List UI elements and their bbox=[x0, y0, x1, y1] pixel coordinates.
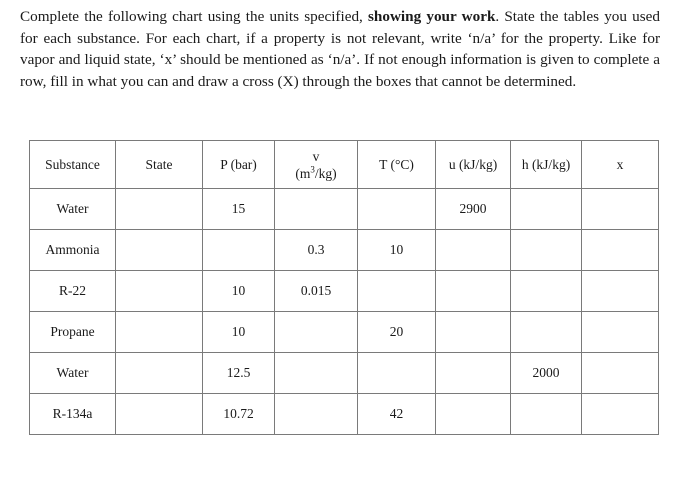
cell-state[interactable] bbox=[116, 189, 203, 230]
cell-pressure[interactable]: 12.5 bbox=[203, 353, 275, 394]
cell-internal-energy[interactable]: 2900 bbox=[436, 189, 511, 230]
table-row bbox=[30, 394, 659, 435]
cell-temperature[interactable] bbox=[358, 189, 436, 230]
header-temperature: T (°C) bbox=[358, 141, 436, 189]
cell-enthalpy[interactable] bbox=[511, 271, 582, 312]
cell-pressure[interactable]: 10 bbox=[203, 271, 275, 312]
header-enthalpy: h (kJ/kg) bbox=[511, 141, 582, 189]
header-row bbox=[30, 141, 659, 189]
cell-substance: R-22 bbox=[30, 271, 116, 312]
cell-state[interactable] bbox=[116, 394, 203, 435]
table-row bbox=[30, 312, 659, 353]
cell-specific-volume[interactable] bbox=[275, 353, 358, 394]
cell-temperature[interactable]: 10 bbox=[358, 230, 436, 271]
cell-substance: R-134a bbox=[30, 394, 116, 435]
cell-pressure[interactable] bbox=[203, 230, 275, 271]
cell-quality[interactable] bbox=[582, 230, 659, 271]
cell-state[interactable] bbox=[116, 230, 203, 271]
cell-enthalpy[interactable] bbox=[511, 394, 582, 435]
cell-pressure[interactable]: 10 bbox=[203, 312, 275, 353]
cell-quality[interactable] bbox=[582, 353, 659, 394]
cell-temperature[interactable] bbox=[358, 353, 436, 394]
header-v-unit-exp: 3 bbox=[310, 164, 315, 174]
instructions-text-2: . State the tables you used for each substance. For each chart, if a property is not relevant, write ‘n/a’ for the property. Like for vapor and liquid state, ‘x’ should be mentioned as ‘n/a’. If not enough information is given to complete a row, fill in what you can and draw a cross (X) through the boxes that cannot be determined. bbox=[20, 8, 661, 90]
table-row bbox=[30, 230, 659, 271]
instructions-text-1: Complete the following chart using the units specified, bbox=[20, 8, 369, 25]
cell-pressure[interactable]: 15 bbox=[203, 189, 275, 230]
table-row bbox=[30, 271, 659, 312]
cell-pressure[interactable]: 10.72 bbox=[203, 394, 275, 435]
header-substance: Substance bbox=[30, 141, 116, 189]
cell-internal-energy[interactable] bbox=[436, 394, 511, 435]
header-v-symbol: v bbox=[312, 148, 320, 164]
header-specific-volume bbox=[275, 141, 358, 189]
header-state: State bbox=[116, 141, 203, 189]
cell-enthalpy[interactable] bbox=[511, 189, 582, 230]
table-row bbox=[30, 189, 659, 230]
header-v-unit-post: /kg) bbox=[314, 165, 337, 181]
cell-substance: Propane bbox=[30, 312, 116, 353]
instructions-bold: showing your work bbox=[368, 8, 496, 25]
cell-enthalpy[interactable]: 2000 bbox=[511, 353, 582, 394]
header-v-unit-pre: (m bbox=[295, 165, 311, 181]
cell-substance: Water bbox=[30, 189, 116, 230]
cell-specific-volume[interactable] bbox=[275, 189, 358, 230]
cell-specific-volume[interactable]: 0.3 bbox=[275, 230, 358, 271]
cell-temperature[interactable]: 42 bbox=[358, 394, 436, 435]
cell-substance: Ammonia bbox=[30, 230, 116, 271]
cell-quality[interactable] bbox=[582, 394, 659, 435]
cell-substance: Water bbox=[30, 353, 116, 394]
cell-specific-volume[interactable] bbox=[275, 312, 358, 353]
cell-temperature[interactable]: 20 bbox=[358, 312, 436, 353]
cell-specific-volume[interactable]: 0.015 bbox=[275, 271, 358, 312]
header-pressure: P (bar) bbox=[203, 141, 275, 189]
instructions-paragraph bbox=[20, 6, 660, 92]
cell-quality[interactable] bbox=[582, 271, 659, 312]
cell-internal-energy[interactable] bbox=[436, 312, 511, 353]
header-quality: x bbox=[582, 141, 659, 189]
cell-internal-energy[interactable] bbox=[436, 271, 511, 312]
cell-internal-energy[interactable] bbox=[436, 353, 511, 394]
cell-state[interactable] bbox=[116, 353, 203, 394]
cell-specific-volume[interactable] bbox=[275, 394, 358, 435]
cell-enthalpy[interactable] bbox=[511, 230, 582, 271]
property-chart bbox=[29, 140, 659, 435]
cell-quality[interactable] bbox=[582, 189, 659, 230]
cell-enthalpy[interactable] bbox=[511, 312, 582, 353]
cell-temperature[interactable] bbox=[358, 271, 436, 312]
cell-state[interactable] bbox=[116, 271, 203, 312]
header-internal-energy: u (kJ/kg) bbox=[436, 141, 511, 189]
cell-internal-energy[interactable] bbox=[436, 230, 511, 271]
cell-quality[interactable] bbox=[582, 312, 659, 353]
table-row bbox=[30, 353, 659, 394]
cell-state[interactable] bbox=[116, 312, 203, 353]
